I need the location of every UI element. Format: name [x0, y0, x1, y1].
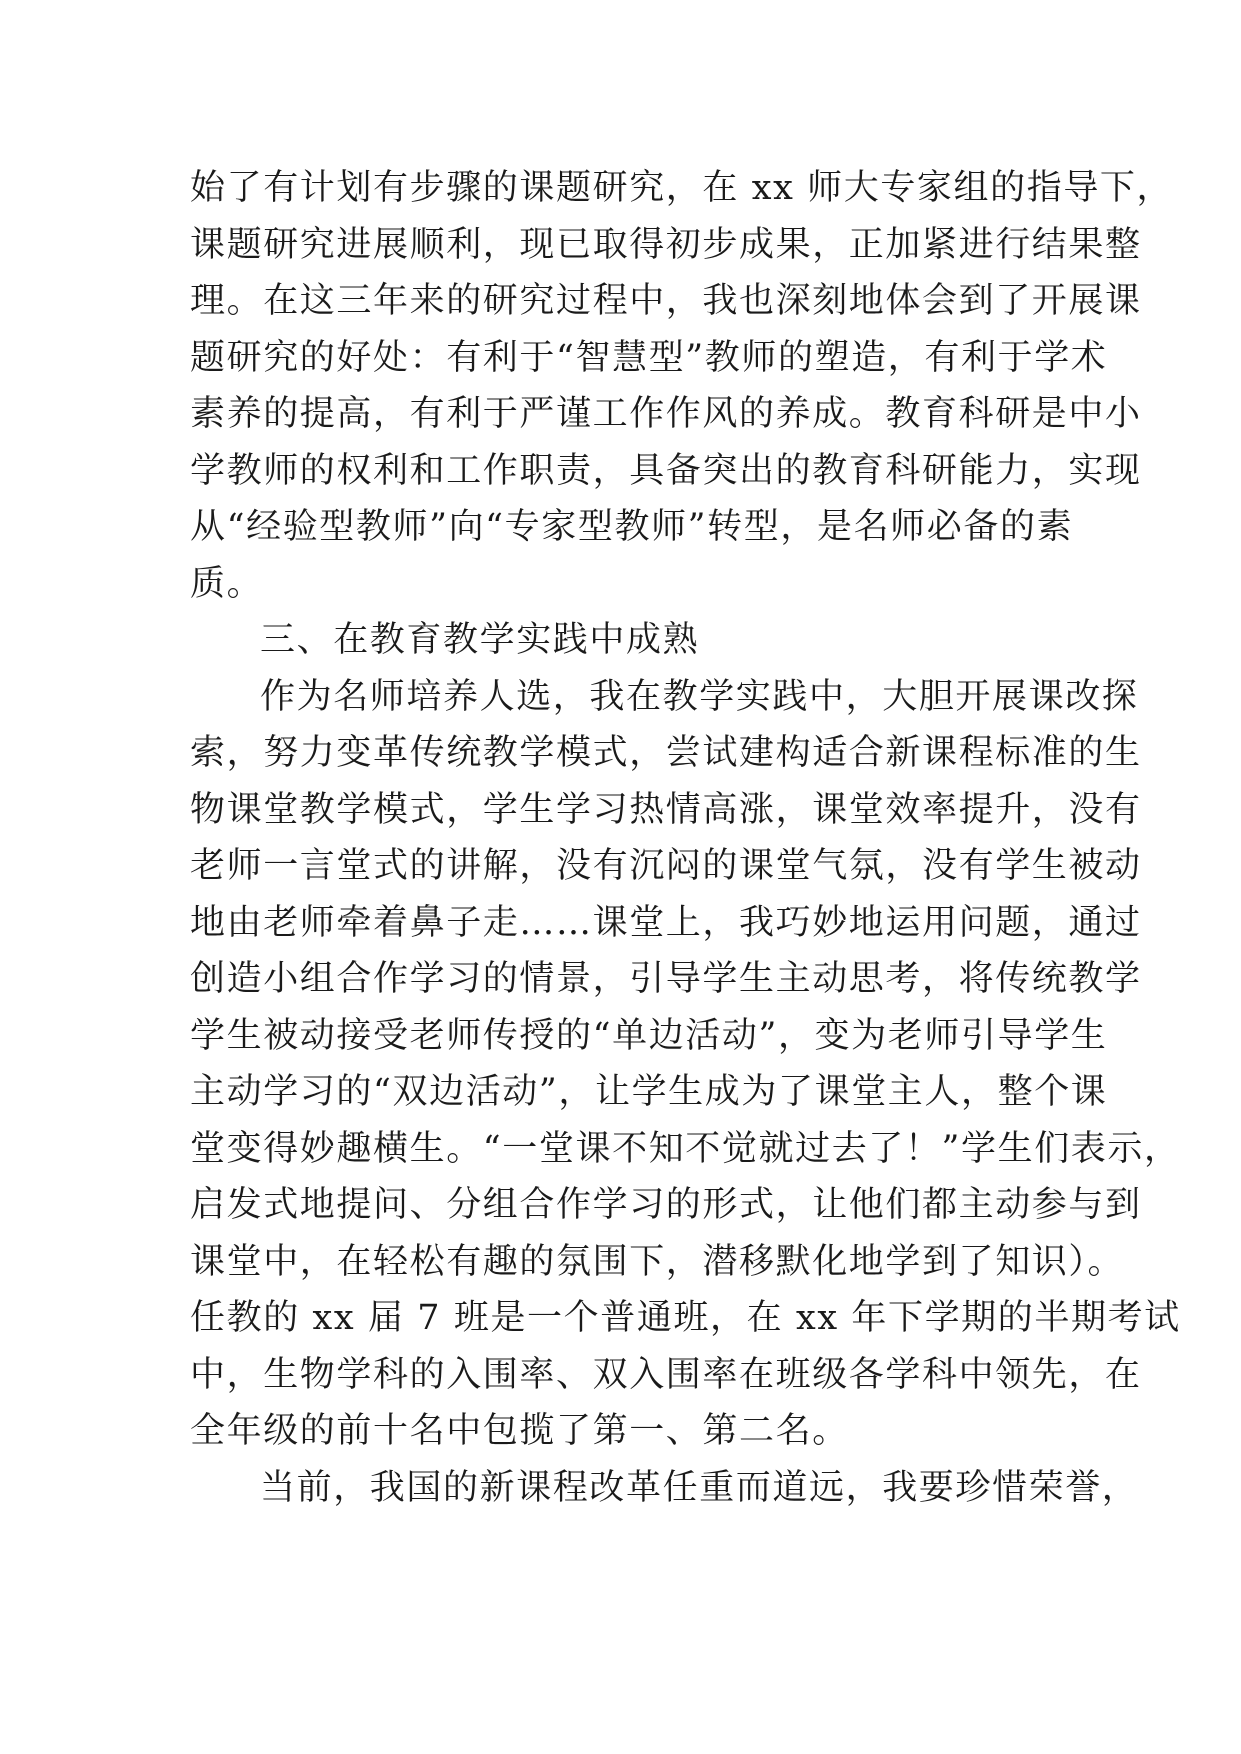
text-line: 堂变得妙趣横生。“一堂课不知不觉就过去了！”学生们表示， — [190, 1128, 1181, 1169]
text-line: 创造小组合作学习的情景，引导学生主动思考，将传统教学 — [190, 959, 1142, 999]
text-line: 作为名师培养人选，我在教学实践中，大胆开展课改探 — [260, 676, 1139, 717]
text-line: 素养的提高，有利于严谨工作作风的养成。教育科研是中小 — [190, 394, 1142, 434]
text-line: 课堂中，在轻松有趣的氛围下，潜移默化地学到了知识）。 — [190, 1241, 1125, 1282]
text-line: 启发式地提问、分组合作学习的形式，让他们都主动参与到 — [190, 1185, 1142, 1225]
text-line: 从“经验型教师”向“专家型教师”转型，是名师必备的素 — [190, 507, 1074, 547]
text-line: 题研究的好处：有利于“智慧型”教师的塑造，有利于学术 — [190, 337, 1108, 378]
text-line: 当前，我国的新课程改革任重而道远，我要珍惜荣誉， — [260, 1467, 1139, 1508]
text-line: 任教的 xx 届 7 班是一个普通班，在 xx 年下学期的半期考试 — [190, 1298, 1181, 1338]
text-line: 中，生物学科的入围率、双入围率在班级各学科中领先，在 — [190, 1354, 1142, 1395]
text-line: 学生被动接受老师传授的“单边活动”，变为老师引导学生 — [190, 1015, 1108, 1056]
text-line: 物课堂教学模式，学生学习热情高涨，课堂效率提升，没有 — [190, 789, 1142, 830]
text-line: 地由老师牵着鼻子走……课堂上，我巧妙地运用问题，通过 — [190, 902, 1142, 943]
text-line: 质。 — [190, 563, 264, 604]
text-line: 主动学习的“双边活动”，让学生成为了课堂主人，整个课 — [190, 1072, 1108, 1112]
text-line: 理。在这三年来的研究过程中，我也深刻地体会到了开展课 — [190, 281, 1142, 321]
body-text — [190, 160, 1181, 1516]
section-heading: 三、在教育教学实践中成熟 — [260, 620, 700, 660]
text-line: 全年级的前十名中包揽了第一、第二名。 — [190, 1411, 849, 1451]
text-line: 老师一言堂式的讲解，没有沉闷的课堂气氛，没有学生被动 — [190, 846, 1142, 886]
text-line: 课题研究进展顺利，现已取得初步成果，正加紧进行结果整 — [190, 224, 1142, 265]
text-line: 索，努力变革传统教学模式，尝试建构适合新课程标准的生 — [190, 733, 1142, 773]
text-line: 始了有计划有步骤的课题研究，在 xx 师大专家组的指导下， — [190, 168, 1174, 208]
text-line: 学教师的权利和工作职责，具备突出的教育科研能力，实现 — [190, 450, 1142, 491]
